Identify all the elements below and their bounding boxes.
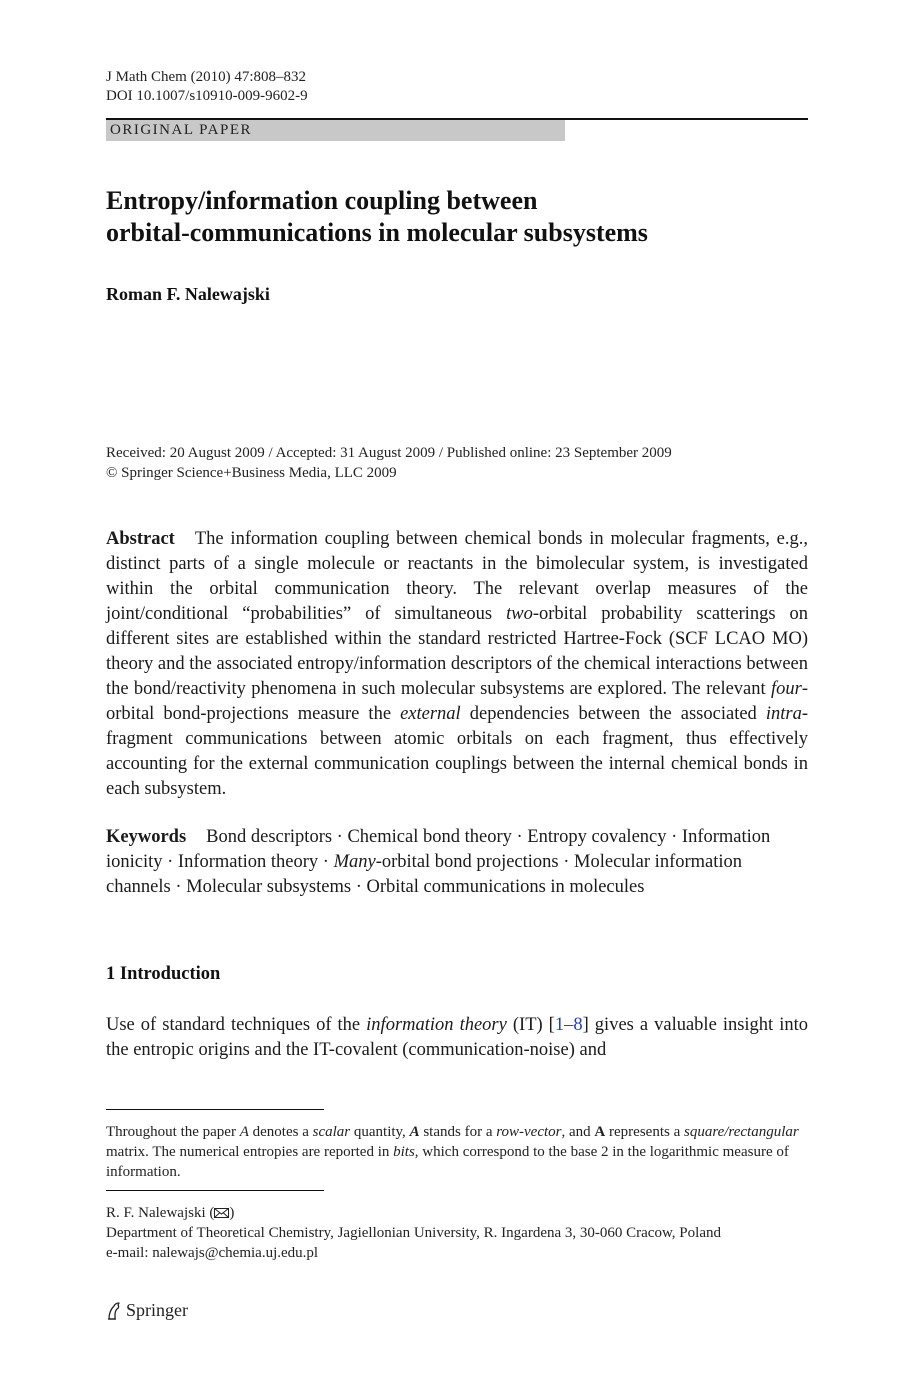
intro-text: (IT) [: [506, 1015, 555, 1035]
citation-link[interactable]: 8: [573, 1015, 583, 1035]
abstract-text: -orbital probability scatterings on different sites are established within the standard restricted Hartree-Fock (SCF LCAO MO) theory and the associated entropy/information descriptors of the chemical interactions between the bond/reactivity phenomena in such molecular subsystems are explored. The relevant: [106, 604, 808, 699]
copyright-line: © Springer Science+Business Media, LLC 2009: [106, 465, 397, 481]
publication-dates: [106, 443, 672, 483]
paper-title: [106, 185, 648, 249]
author-affiliation: [106, 1203, 808, 1263]
footnote-text: Throughout the paper: [106, 1124, 240, 1140]
footnote-emphasis: A: [239, 1124, 249, 1140]
keywords: [106, 825, 808, 900]
abstract-text: The information coupling between chemical bonds in molecular fragments, e.g., distinct parts of a single molecule or reactants in the bimolecular system, is investigated within the orbital communication theory. The relevant overlap measures of the joint/conditional “probabilities” of simultaneous: [106, 529, 808, 624]
footnote-emphasis: row-vector: [496, 1124, 562, 1140]
abstract-emphasis: external: [400, 704, 461, 724]
intro-text: Use of standard techniques of the: [106, 1015, 367, 1035]
keywords-text: -orbital bond projections · Molecular information channels · Molecular subsystems · Orbital communications in molecules: [106, 852, 743, 897]
footnote-text: represents a: [605, 1124, 684, 1140]
envelope-icon: [214, 1208, 229, 1218]
footnote-text: quantity,: [350, 1124, 410, 1140]
footnote-emphasis: square/rectangular: [683, 1124, 799, 1140]
keywords-emphasis: Many: [333, 852, 376, 872]
abstract-text: -fragment communications between atomic orbitals on each fragment, thus effectively accounting for the external communication couplings between the internal chemical bonds in each subsystem.: [106, 704, 808, 799]
department: Department of Theoretical Chemistry, Jagiellonian University, R. Ingardena 3, 30-060 Cracow, Poland: [106, 1225, 721, 1241]
email[interactable]: e-mail: nalewajs@chemia.uj.edu.pl: [106, 1245, 319, 1261]
citation-dash: –: [564, 1015, 574, 1035]
abstract-text: dependencies between the associated: [460, 704, 766, 724]
title-line-2: orbital-communications in molecular subsystems: [106, 218, 648, 247]
author-name: Roman F. Nalewajski: [106, 284, 270, 304]
footnote-emphasis: scalar: [312, 1124, 351, 1140]
citation-link[interactable]: 1: [554, 1015, 565, 1035]
publisher-name: Springer: [126, 1300, 188, 1320]
author-short-name-end: ): [229, 1205, 235, 1221]
abstract-text: -orbital bond-projections measure the: [106, 679, 808, 724]
abstract-label: Abstract: [106, 529, 175, 549]
keywords-label: Keywords: [106, 827, 187, 847]
footnote-text: , which correspond to the base 2 in the logarithmic measure of information.: [106, 1144, 789, 1180]
doi: DOI 10.1007/s10910-009-9602-9: [106, 88, 308, 104]
footnote-text: denotes a: [248, 1124, 313, 1140]
intro-text: ] gives a valuable insight into the entropic origins and the IT-covalent (communication-noise) and: [106, 1015, 808, 1060]
footnote: [106, 1122, 808, 1182]
footnote-rule: [106, 1109, 324, 1110]
springer-horse-icon: [106, 1301, 122, 1321]
abstract-emphasis: four: [770, 679, 802, 699]
footnote-text: , and: [561, 1124, 595, 1140]
journal-citation: J Math Chem (2010) 47:808–832: [106, 69, 306, 85]
section-heading: 1 Introduction: [106, 964, 221, 984]
footnote-text: matrix. The numerical entropies are reported in: [106, 1144, 394, 1160]
keywords-text: Bond descriptors · Chemical bond theory · Entropy covalency · Information ionicity · Information theory ·: [106, 827, 771, 872]
affiliation-rule: [106, 1190, 324, 1191]
footnote-bold-symbol: A: [409, 1124, 420, 1140]
footnote-bold-symbol: A: [594, 1124, 606, 1140]
dates-line: Received: 20 August 2009 / Accepted: 31 August 2009 / Published online: 23 September 2009: [106, 445, 672, 461]
title-line-1: Entropy/information coupling between: [106, 186, 538, 215]
footnote-text: stands for a: [419, 1124, 497, 1140]
publisher-logo: [106, 1300, 188, 1321]
abstract: [106, 527, 808, 802]
paper-type-band: ORIGINAL PAPER: [106, 120, 565, 141]
footnote-emphasis: bits: [393, 1144, 415, 1160]
introduction-paragraph: [106, 1013, 808, 1063]
abstract-emphasis: intra: [765, 704, 802, 724]
intro-emphasis: information theory: [366, 1015, 507, 1035]
author-short-name: R. F. Nalewajski (: [106, 1205, 215, 1221]
abstract-emphasis: two: [506, 604, 533, 624]
corresponding-author: [106, 1203, 808, 1223]
